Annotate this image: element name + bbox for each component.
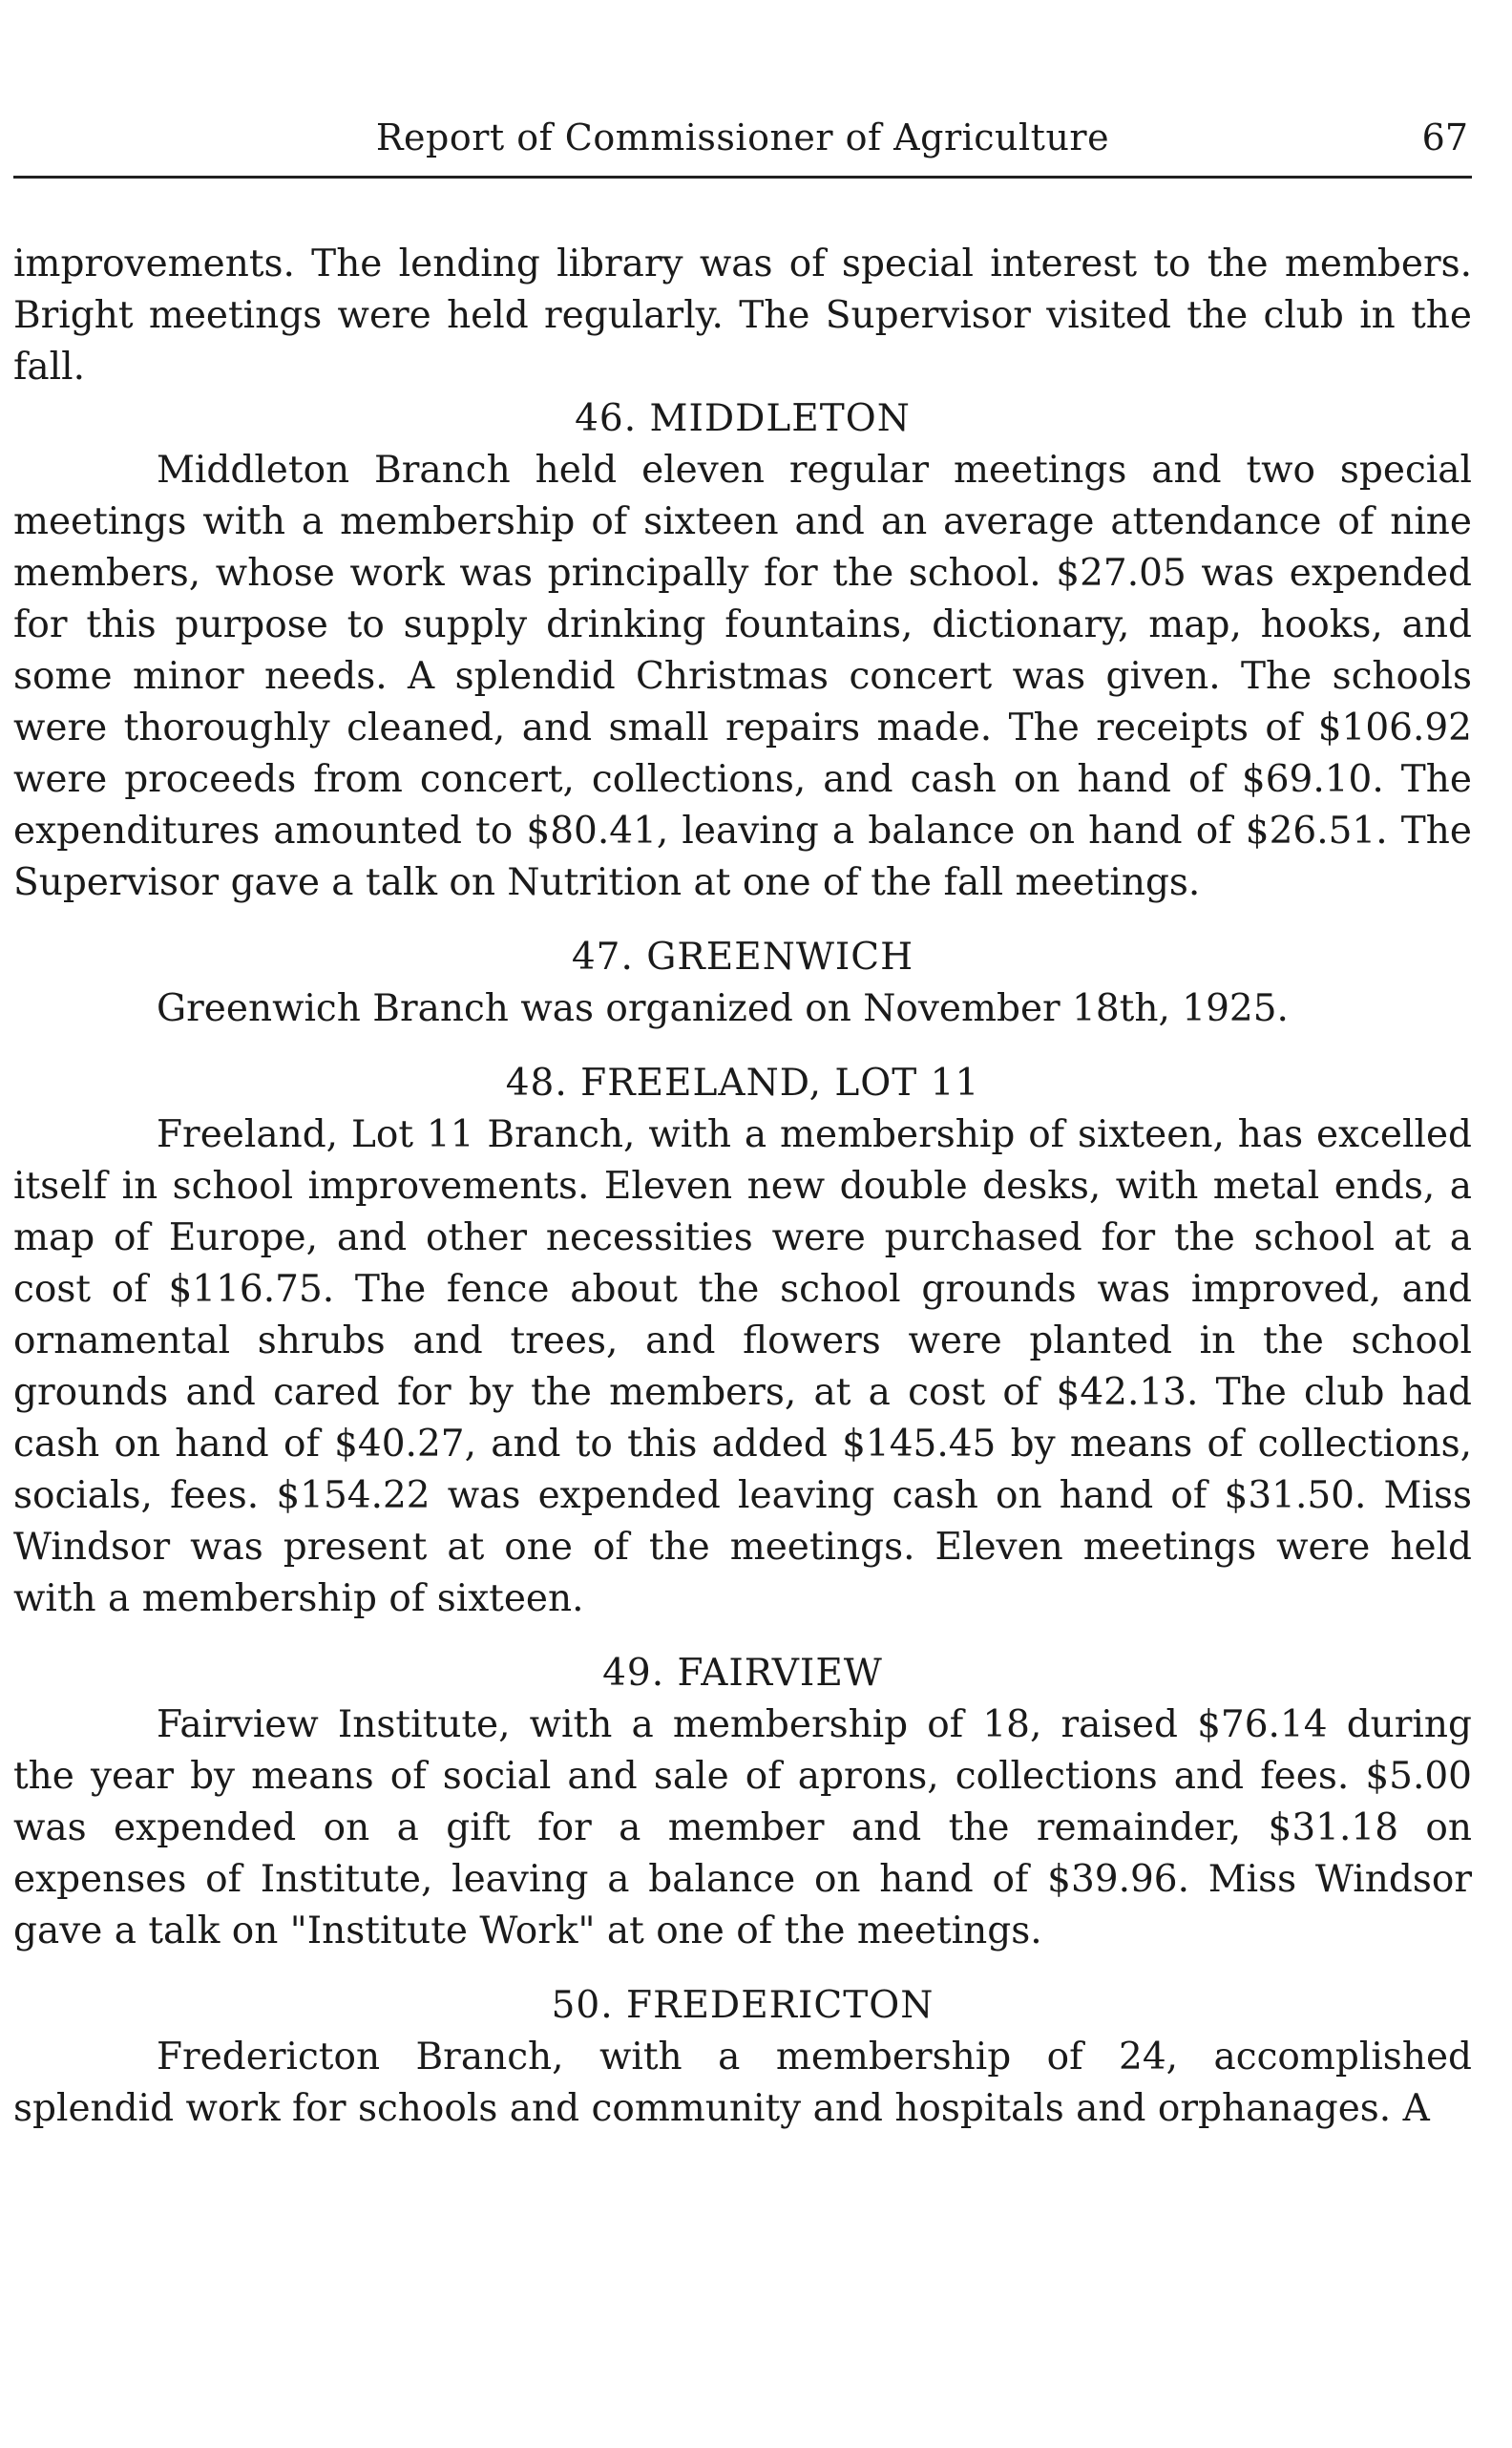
freeland-paragraph: Freeland, Lot 11 Branch, with a membership of sixteen, has excelled itself in school improvements. Eleven new double desks, with metal ends, a map of Europe, and other necessities were purchased for the school at a cost of $116.75. The fence about the school grounds was improved, and ornamental shrubs and trees, and flowers were planted in the school grounds and cared for by the members, at a cost of $42.13. The club had cash on hand of $40.27, and to this added $145.45 by means of collections, socials, fees. $154.22 was expended leaving cash on hand of $31.50. Miss Windsor was present at one of the meetings. Eleven meetings were held with a membership of sixteen. [13,1113,1472,1620]
section-heading-freeland: 48. FREELAND, LOT 11 [505,1062,980,1105]
greenwich-paragraph: Greenwich Branch was organized on November 18th, 1925. [157,987,1289,1030]
intro-paragraph: improvements. The lending library was of special interest to the members. Bright meetings were held regularly. The Supervisor visited the club in the fall. [13,243,1472,389]
running-header [13,107,1472,179]
fredericton-paragraph: Fredericton Branch, with a membership of 24, accomplished splendid work for schools and community and hospitals and orphanages. A [13,2036,1472,2130]
section-heading-middleton: 46. MIDDLETON [575,397,911,440]
page-number: 67 [1421,116,1468,158]
middleton-paragraph: Middleton Branch held eleven regular meetings and two special meetings with a membership of sixteen and an average attendance of nine members, whose work was principally for the school. $27.05 was expended for this purpose to supply drinking fountains, dictionary, map, hooks, and some minor needs. A splendid Christmas concert was given. The schools were thoroughly cleaned, and small repairs made. The receipts of $106.92 were proceeds from concert, collections, and cash on hand of $69.10. The expenditures amounted to $80.41, leaving a balance on hand of $26.51. The Supervisor gave a talk on Nutrition at one of the fall meetings. [13,449,1472,904]
header-title: Report of Commissioner of Agriculture [375,116,1110,158]
section-heading-greenwich: 47. GREENWICH [571,936,914,979]
fairview-paragraph: Fairview Institute, with a membership of 18, raised $76.14 during the year by means of social and sale of aprons, collections and fees. $5.00 was expended on a gift for a member and the remainder, $31.18 on expenses of Institute, leaving a balance on hand of $39.96. Miss Windsor gave a talk on "Institute Work" at one of the meetings. [13,1703,1472,1952]
section-heading-fredericton: 50. FREDERICTON [551,1984,934,2027]
report-body [13,239,1472,2135]
section-heading-fairview: 49. FAIRVIEW [602,1652,883,1695]
